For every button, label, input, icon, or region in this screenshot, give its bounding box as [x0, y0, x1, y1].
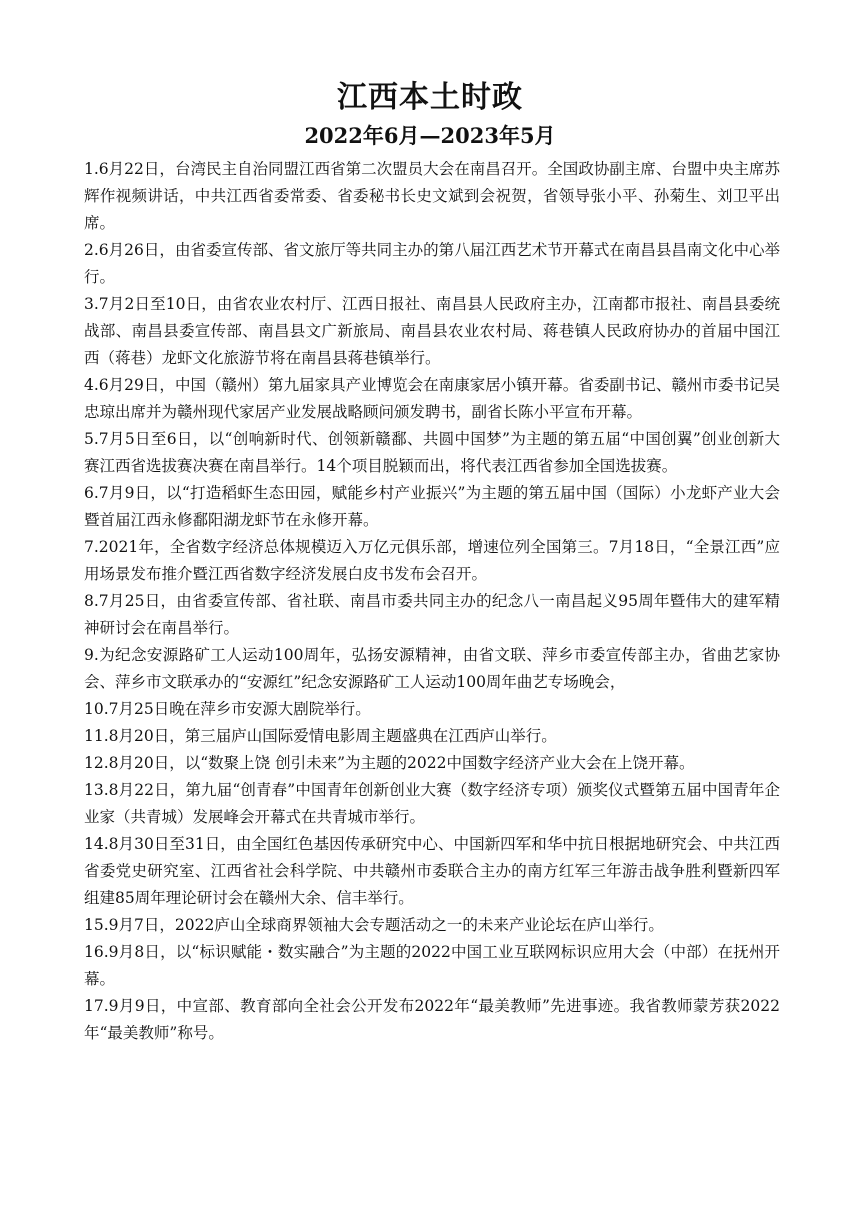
news-item-14: 14.8月30日至31日，由全国红色基因传承研究中心、中国新四军和华中抗日根据地研究会、中共江西省委党史研究室、江西省社会科学院、中共赣州市委联合主办的南方红军三年游击战争胜利暨新四军组建85周年理论研讨会在赣州大余、信丰举行。: [84, 835, 780, 907]
news-item-8: 8.7月25日，由省委宣传部、省社联、南昌市委共同主办的纪念八一南昌起义95周年暨伟大的建军精神研讨会在南昌举行。: [84, 592, 780, 637]
news-item-13: 13.8月22日，第九届“创青春”中国青年创新创业大赛（数字经济专项）颁奖仪式暨第五届中国青年企业家（共青城）发展峰会开幕式在共青城市举行。: [84, 781, 780, 826]
news-item-3: 3.7月2日至10日，由省农业农村厅、江西日报社、南昌县人民政府主办，江南都市报社、南昌县委统战部、南昌县委宣传部、南昌县文广新旅局、南昌县农业农村局、蒋巷镇人民政府协办的首届中国江西（蒋巷）龙虾文化旅游节将在南昌县蒋巷镇举行。: [84, 295, 780, 367]
page-subtitle: 2022年6月—2023年5月: [304, 123, 556, 148]
news-item-9: 9.为纪念安源路矿工人运动100周年，弘扬安源精神，由省文联、萍乡市委宣传部主办，省曲艺家协会、萍乡市文联承办的“安源红”纪念安源路矿工人运动100周年曲艺专场晚会，: [84, 646, 780, 691]
news-item-2: 2.6月26日，由省委宣传部、省文旅厅等共同主办的第八届江西艺术节开幕式在南昌县昌南文化中心举行。: [84, 241, 780, 286]
news-item-5: 5.7月5日至6日，以“创响新时代、创领新赣鄱、共圆中国梦”为主题的第五届“中国创翼”创业创新大赛江西省选拔赛决赛在南昌举行。14个项目脱颖而出，将代表江西省参加全国选拔赛。: [84, 430, 780, 475]
news-item-4: 4.6月29日，中国（赣州）第九届家具产业博览会在南康家居小镇开幕。省委副书记、赣州市委书记吴忠琼出席并为赣州现代家居产业发展战略顾问颁发聘书，副省长陈小平宣布开幕。: [84, 376, 780, 421]
page-title: 江西本土时政: [337, 80, 523, 115]
news-item-15: 15.9月7日，2022庐山全球商界领袖大会专题活动之一的未来产业论坛在庐山举行。: [84, 916, 664, 934]
news-item-6: 6.7月9日，以“打造稻虾生态田园，赋能乡村产业振兴”为主题的第五届中国（国际）小龙虾产业大会暨首届江西永修鄱阳湖龙虾节在永修开幕。: [84, 484, 780, 529]
news-item-12: 12.8月20日，以“数聚上饶 创引未来”为主题的2022中国数字经济产业大会在上饶开幕。: [84, 754, 695, 772]
news-item-16: 16.9月8日，以“标识赋能・数实融合”为主题的2022中国工业互联网标识应用大会（中部）在抚州开幕。: [84, 943, 780, 988]
news-list: [84, 156, 780, 1047]
news-item-11: 11.8月20日，第三届庐山国际爱情电影周主题盛典在江西庐山举行。: [84, 727, 557, 745]
news-item-7: 7.2021年，全省数字经济总体规模迈入万亿元俱乐部，增速位列全国第三。7月18日，“全景江西”应用场景发布推介暨江西省数字经济发展白皮书发布会召开。: [84, 538, 780, 583]
news-item-1: 1.6月22日，台湾民主自治同盟江西省第二次盟员大会在南昌召开。全国政协副主席、台盟中央主席苏辉作视频讲话，中共江西省委常委、省委秘书长史文斌到会祝贺，省领导张小平、孙菊生、刘卫平出席。: [84, 160, 780, 232]
news-item-10: 10.7月25日晚在萍乡市安源大剧院举行。: [84, 700, 371, 718]
news-item-17: 17.9月9日，中宣部、教育部向全社会公开发布2022年“最美教师”先进事迹。我省教师蒙芳获2022年“最美教师”称号。: [84, 997, 780, 1042]
